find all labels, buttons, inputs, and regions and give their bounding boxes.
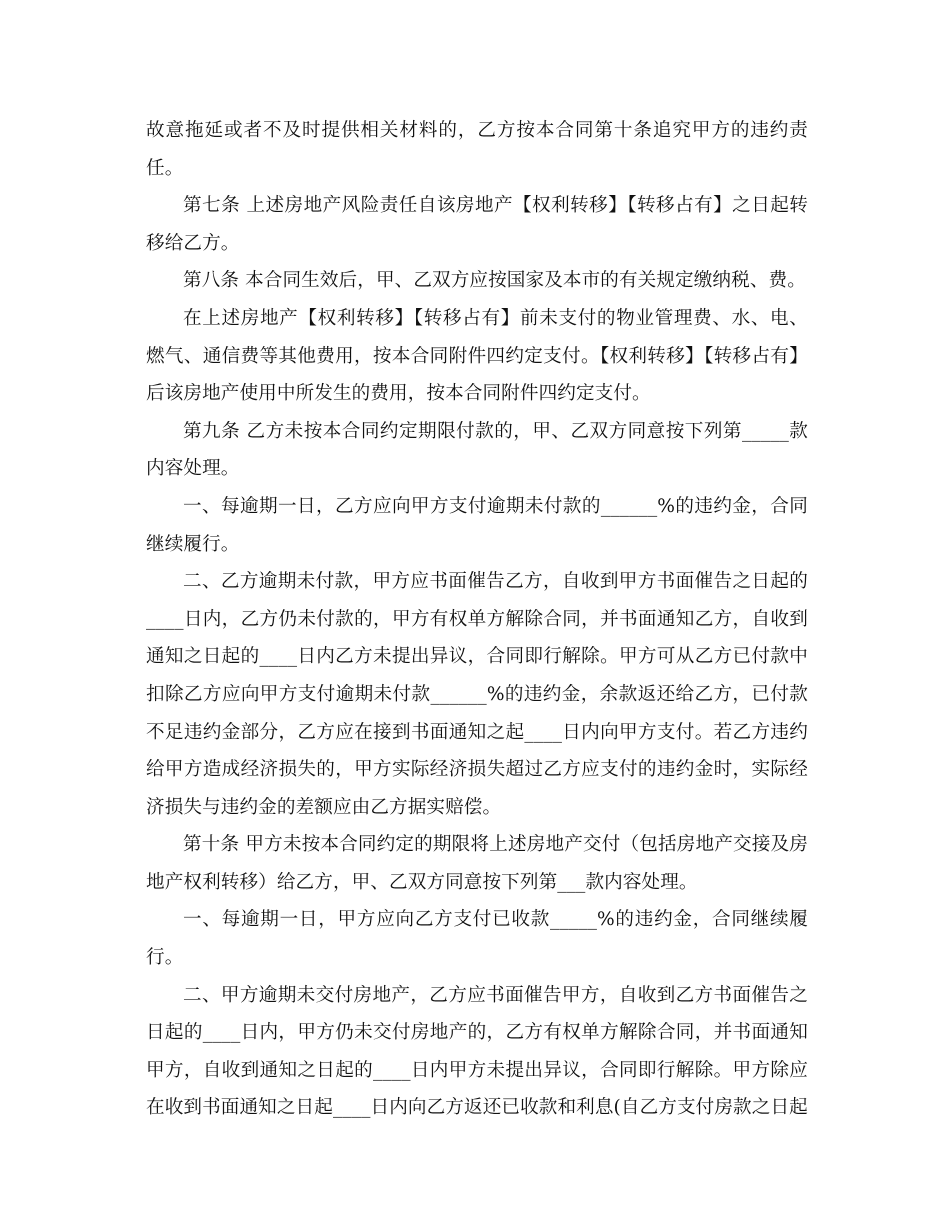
paragraph-article-9: 第九条 乙方未按本合同约定期限付款的，甲、乙双方同意按下列第_____款内容处理。 [146,420,808,480]
paragraph-article-7: 第七条 上述房地产风险责任自该房地产【权利转移】【转移占有】之日起转移给乙方。 [146,195,808,254]
paragraph-article-9-item-2: 二、乙方逾期未付款，甲方应书面催告乙方，自收到甲方书面催告之日起的____日内，乙方仍未付款的，甲方有权单方解除合同，并书面通知乙方，自收到通知之日起的____日内乙方未提出异议，合同即行解除。甲方可从乙方已付款中扣除乙方应向甲方支付逾期未付款______%的违约金，余款返还给乙方，已付款不足违约金部分，乙方应在接到书面通知之起____日内向甲方支付。若乙方违约给甲方造成经济损失的，甲方实际经济损失超过乙方应支付的违约金时，实际经济损失与违约金的差额应由乙方据实赔偿。 [146,571,808,818]
paragraph-fees: 在上述房地产【权利转移】【转移占有】前未支付的物业管理费、水、电、燃气、通信费等其他费用，按本合同附件四约定支付。【权利转移】【转移占有】后该房地产使用中所发生的费用，按本合同附件四约定支付。 [146,307,808,405]
paragraph-article-9-item-1: 一、每逾期一日，乙方应向甲方支付逾期未付款的______%的违约金，合同继续履行。 [146,495,808,555]
paragraph-article-10-item-1: 一、每逾期一日，甲方应向乙方支付已收款_____%的违约金，合同继续履行。 [146,909,808,969]
paragraph-article-10: 第十条 甲方未按本合同约定的期限将上述房地产交付（包括房地产交接及房地产权利转移）给乙方，甲、乙双方同意按下列第___款内容处理。 [146,834,808,893]
paragraph-article-10-item-2: 二、甲方逾期未交付房地产，乙方应书面催告甲方，自收到乙方书面催告之日起的____日内，甲方仍未交付房地产的，乙方有权单方解除合同，并书面通知甲方，自收到通知之日起的____日内甲方未提出异议，合同即行解除。甲方除应在收到书面通知之日起____日内向乙方返还已收款和利息(自乙方支付房款之日起 [146,984,808,1119]
paragraph-article-8: 第八条 本合同生效后，甲、乙双方应按国家及本市的有关规定缴纳税、费。 [183,270,806,292]
paragraph-1: 故意拖延或者不及时提供相关材料的，乙方按本合同第十条追究甲方的违约责任。 [146,120,808,179]
contract-text [146,112,808,1127]
